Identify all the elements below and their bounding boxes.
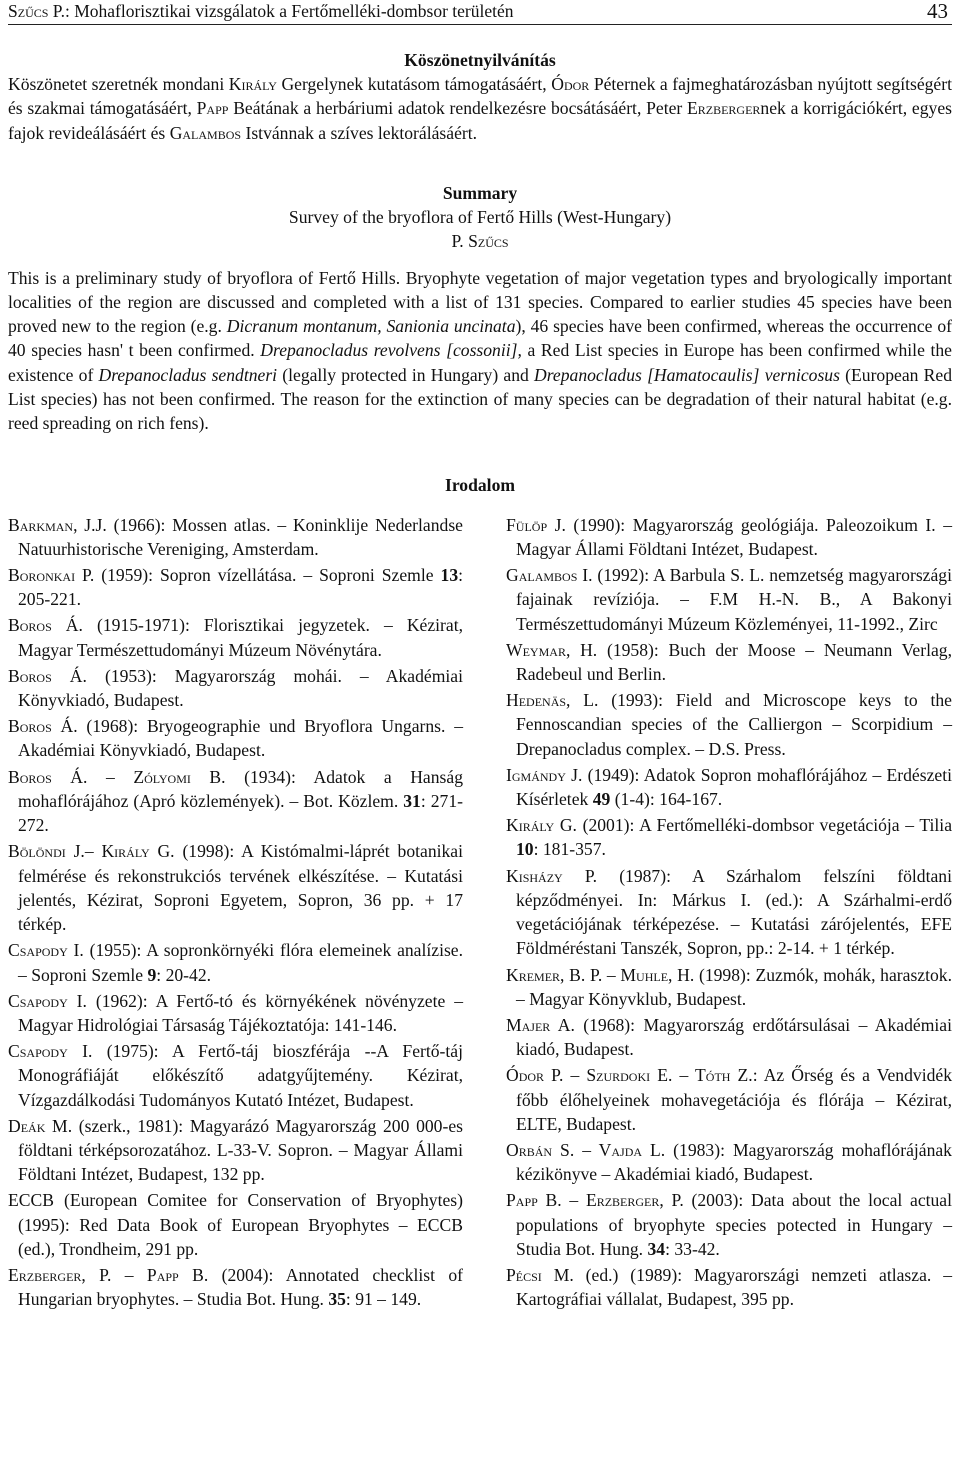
reference-pages: : 205-221.	[18, 564, 464, 610]
reference-text: (1990): Magyarország geológiája. Paleozoikum I. – Magyar Állami Földtani Intézet, Budapest.	[516, 514, 952, 559]
reference-text: (1955): A sopronkörnyéki flóra elemeinek analízise. – Soproni Szemle	[18, 940, 464, 985]
summary-author-surname: Szűcs	[468, 231, 509, 252]
species-name: Drepanocladus [Hamatocaulis] vernicosus	[534, 364, 840, 385]
reference-entry	[8, 839, 463, 936]
reference-author: Deák M.	[8, 1115, 73, 1136]
reference-author: Orbán S. – Vajda L.	[506, 1139, 666, 1160]
reference-text: (2004): Annotated checklist of Hungarian bryophytes. – Studia Bot. Hung.	[18, 1265, 463, 1310]
reference-text: (szerk., 1981): Magyarázó Magyarország 200 000-es földtani térképsorozatához. L-33-V. Sopron. – Magyar Állami Földtani Intézet, Budapest, 132 pp.	[18, 1115, 463, 1185]
reference-volume: 13	[440, 564, 459, 585]
reference-volume: 31	[403, 790, 421, 811]
reference-author: Ódor P. – Szurdoki E. – Tóth Z.	[506, 1065, 753, 1086]
reference-author: Hedenäs, L.	[506, 690, 599, 711]
summary-author	[8, 229, 952, 253]
reference-text: (1953): Magyarország mohái. – Akadémiai Könyvkiadó, Budapest.	[18, 665, 463, 711]
reference-pages: : 271-272.	[18, 790, 463, 836]
reference-text: (2001): A Fertőmelléki-dombsor vegetációja – Tilia	[576, 815, 952, 836]
reference-author: Kisházy P.	[506, 865, 598, 886]
summary-text: (legally protected in Hungary) and	[277, 364, 535, 385]
reference-text: (1962): A Fertő-tó és környékének növényzete – Magyar Hidrológiai Társaság Tájékoztatója: 141-146.	[18, 990, 463, 1035]
reference-author: Király G.	[506, 815, 577, 836]
references-right-column	[506, 513, 952, 1314]
references-columns	[8, 513, 952, 1314]
reference-entry	[506, 1188, 952, 1261]
summary-text: This is a preliminary study of bryoflora of Fertő Hills. Bryophyte vegetation of major vegetation types and bryologically important localities of the region are discussed and completed with a list of 131 species. Compared to earlier studies 45 species have been proved new to the region (e.g.	[8, 267, 952, 337]
ack-name: Ódor	[551, 74, 590, 94]
reference-entry	[506, 513, 952, 562]
reference-author: Boros Á.	[8, 665, 87, 686]
reference-entry	[506, 638, 952, 687]
reference-author: Boros Á.	[8, 716, 78, 737]
reference-pages: (1-4): 164-167.	[610, 789, 723, 810]
reference-volume: 9	[147, 964, 157, 985]
reference-author: Fülöp J.	[506, 514, 566, 535]
reference-pages: : 91 – 149.	[345, 1289, 422, 1310]
ack-text: Gergelynek kutatásom támogatásáért,	[276, 74, 552, 94]
reference-text: (1949): Adatok Sopron mohaflórájához – Erdészeti Kísérletek	[516, 764, 952, 810]
reference-text: : Az Őrség és a Vendvidék főbb élőhelyeinek mohavegetációja és flórája – Kézirat, ELTE, Budapest.	[516, 1065, 952, 1134]
summary-title: Survey of the bryoflora of Fertő Hills (West-Hungary)	[288, 207, 672, 227]
reference-entry	[506, 763, 952, 812]
reference-entry	[8, 989, 463, 1038]
ack-text: Köszönetet szeretnék mondani	[8, 74, 229, 94]
reference-text: (1998): A Kistómalmi-láprét botanikai felmérése és rekonstrukciós tervének elkészítése. – Kutatási jelentés, Kézirat, Soproni Egyetem, Sopron, 36 pp. + 17 térkép.	[18, 841, 463, 935]
acknowledgements-heading: Köszönetnyilvánítás	[404, 50, 556, 70]
references-left-column	[8, 513, 463, 1314]
summary-text: a Red List species in Europe has been confirmed while the existence of	[8, 340, 952, 385]
acknowledgements-paragraph	[8, 72, 952, 170]
reference-entry	[8, 513, 463, 562]
reference-author: ECCB	[8, 1190, 54, 1211]
species-name: Dicranum montanum, Sanionia uncinata	[226, 316, 516, 337]
running-title	[8, 0, 514, 22]
reference-entry	[506, 864, 952, 961]
reference-author: Barkman, J.J.	[8, 514, 107, 535]
reference-text: (1968): Magyarország erdőtársulásai – Akadémiai kiadó, Budapest.	[516, 1014, 952, 1060]
reference-entry	[506, 1013, 952, 1062]
reference-entry	[8, 1188, 463, 1261]
reference-author: Boros Á.	[8, 615, 83, 636]
reference-author: Weymar, H.	[506, 639, 598, 660]
reference-entry	[8, 613, 463, 662]
ack-name: Papp	[196, 98, 229, 119]
reference-text: (1998): Zuzmók, mohák, harasztok. – Magyar Könyvklub, Budapest.	[516, 964, 952, 1009]
summary-text: (European Red List species) has not been confirmed. The reason for the extinction of many species can be degradation of their natural habitat (e.g. reed spreading on rich fens).	[8, 364, 952, 434]
reference-author: Majer A.	[506, 1014, 575, 1035]
running-header	[8, 0, 952, 25]
reference-author: Igmándy J.	[506, 764, 583, 785]
species-name: Drepanocladus revolvens [cossonii],	[260, 340, 522, 361]
reference-text: (1993): Field and Microscope keys to the Fennoscandian species of the Calliergon – Scorpidium – Drepanocladus complex. – D.S. Press.	[516, 690, 952, 759]
summary-text: ), 46 species have been confirmed, whereas the occurrence of 40 species hasn' t been confirmed.	[8, 316, 952, 361]
reference-volume: 49	[592, 789, 611, 810]
references-heading: Irodalom	[444, 474, 516, 495]
reference-entry	[8, 765, 463, 838]
reference-text: (1959): Sopron vízellátása. – Soproni Szemle	[94, 564, 441, 585]
reference-pages: : 33-42.	[665, 1238, 720, 1259]
reference-author: Csapody I.	[8, 990, 87, 1011]
reference-volume: 34	[647, 1238, 666, 1259]
reference-entry	[506, 813, 952, 862]
reference-text: (1966): Mossen atlas. – Koninklije Nederlandse Natuurhistorische Vereniging, Amsterdam.	[18, 514, 463, 559]
reference-entry	[8, 563, 463, 612]
reference-entry	[506, 563, 952, 636]
reference-text: (European Comitee for Conservation of Bryophytes) (1995): Red Data Book of European Bryophytes – ECCB (ed.), Trondheim, 291 pp.	[18, 1190, 463, 1259]
reference-text: (1958): Buch der Moose – Neumann Verlag, Radebeul und Berlin.	[516, 639, 952, 684]
reference-author: Pécsi M.	[506, 1265, 574, 1286]
ack-name: Király	[228, 74, 277, 94]
reference-author: Kremer, B. P. – Muhle, H.	[506, 964, 695, 985]
reference-author: Boros Á. – Zólyomi B.	[8, 766, 226, 787]
reference-text: (1975): A Fertő-táj bioszférája --A Fertő-táj Monográfiáját előkészítő adatgyűjtemény. Kézirat, Vízgazdálkodási Tudományos Kutató Intézet, Budapest.	[18, 1041, 464, 1110]
reference-entry	[8, 664, 463, 713]
reference-text: (ed.) (1989): Magyarországi nemzeti atlasza. – Kartográfiai vállalat, Budapest, 395 pp.	[516, 1265, 952, 1310]
reference-entry	[8, 938, 463, 987]
reference-text: (2003): Data about the local actual populations of bryophyte species potected in Hungary – Studia Bot. Hung.	[516, 1190, 953, 1259]
ack-name: Galambos	[169, 122, 242, 143]
summary-author-initial: P.	[451, 231, 469, 252]
summary-heading: Summary	[442, 183, 518, 203]
reference-text: (1968): Bryogeographie und Bryoflora Ungarns. – Akadémiai Könyvkiadó, Budapest.	[18, 716, 463, 761]
reference-entry	[8, 714, 463, 763]
species-name: Drepanocladus sendtneri	[98, 364, 278, 385]
reference-entry	[8, 1039, 463, 1112]
page	[8, 0, 952, 1313]
page-number: 43	[927, 0, 948, 23]
reference-text: (1987): A Szárhalom felszíni földtani képződményei. In: Márkus I. (ed.): A Szárhalmi-erdő vegetációjának térképezése. – Kutatási zárójelentés, EFE Földméréstani Tanszék, Sopron, pp.: 2-14. + 1 térkép.	[516, 865, 952, 959]
reference-author: Bölöndi J.– Király G.	[8, 841, 175, 862]
reference-author: Csapody I.	[8, 1041, 93, 1061]
reference-pages: : 20-42.	[156, 964, 212, 985]
reference-author: Papp B. – Erzberger, P.	[506, 1190, 684, 1211]
reference-text: (1934): Adatok a Hanság mohaflórájához (Apró közlemények). – Bot. Közlem.	[18, 766, 463, 811]
reference-entry	[506, 688, 952, 761]
reference-text: (1983): Magyarország mohaflórájának kézikönyve – Akadémiai kiadó, Budapest.	[516, 1139, 952, 1185]
ack-text: nek a korrigációkért, egyes fajok revideálásáért és	[8, 98, 952, 143]
reference-author: Galambos I.	[506, 564, 593, 585]
summary-paragraph	[8, 266, 952, 462]
reference-volume: 35	[328, 1289, 346, 1310]
reference-pages: : 181-357.	[533, 839, 606, 860]
ack-text: Istvánnak a szíves lektorálásáért.	[241, 122, 478, 143]
reference-entry	[506, 1263, 952, 1312]
header-title: : Mohaflorisztikai vizsgálatok a Fertőmelléki-dombsor területén	[64, 1, 514, 21]
reference-entry	[506, 1063, 952, 1136]
ack-name: Erzberger	[687, 98, 761, 119]
reference-author: Erzberger, P. – Papp B.	[8, 1265, 209, 1286]
reference-author: Csapody I.	[8, 940, 84, 961]
reference-entry	[506, 963, 952, 1012]
ack-text: Beátának a herbáriumi adatok rendelkezésre bocsátásáért, Peter	[228, 98, 687, 119]
reference-author: Boronkai P.	[8, 564, 95, 585]
header-author: Szűcs P.	[8, 1, 65, 21]
reference-entry	[506, 1138, 952, 1187]
reference-text: (1992): A Barbula S. L. nemzetség magyarországi fajainak revíziója. – F.M H.-N. B., A Bakonyi Természettudományi Múzeum Közleményei, 11-1992., Zirc	[516, 564, 952, 634]
ack-text: Péternek a fajmeghatározásban nyújtott segítségért és szakmai támogatásáért,	[8, 74, 952, 119]
reference-volume: 10	[516, 839, 534, 860]
reference-entry	[8, 1263, 463, 1312]
reference-entry	[8, 1114, 463, 1187]
reference-text: (1915-1971): Florisztikai jegyzetek. – Kézirat, Magyar Természettudományi Múzeum Növénytára.	[18, 615, 463, 660]
